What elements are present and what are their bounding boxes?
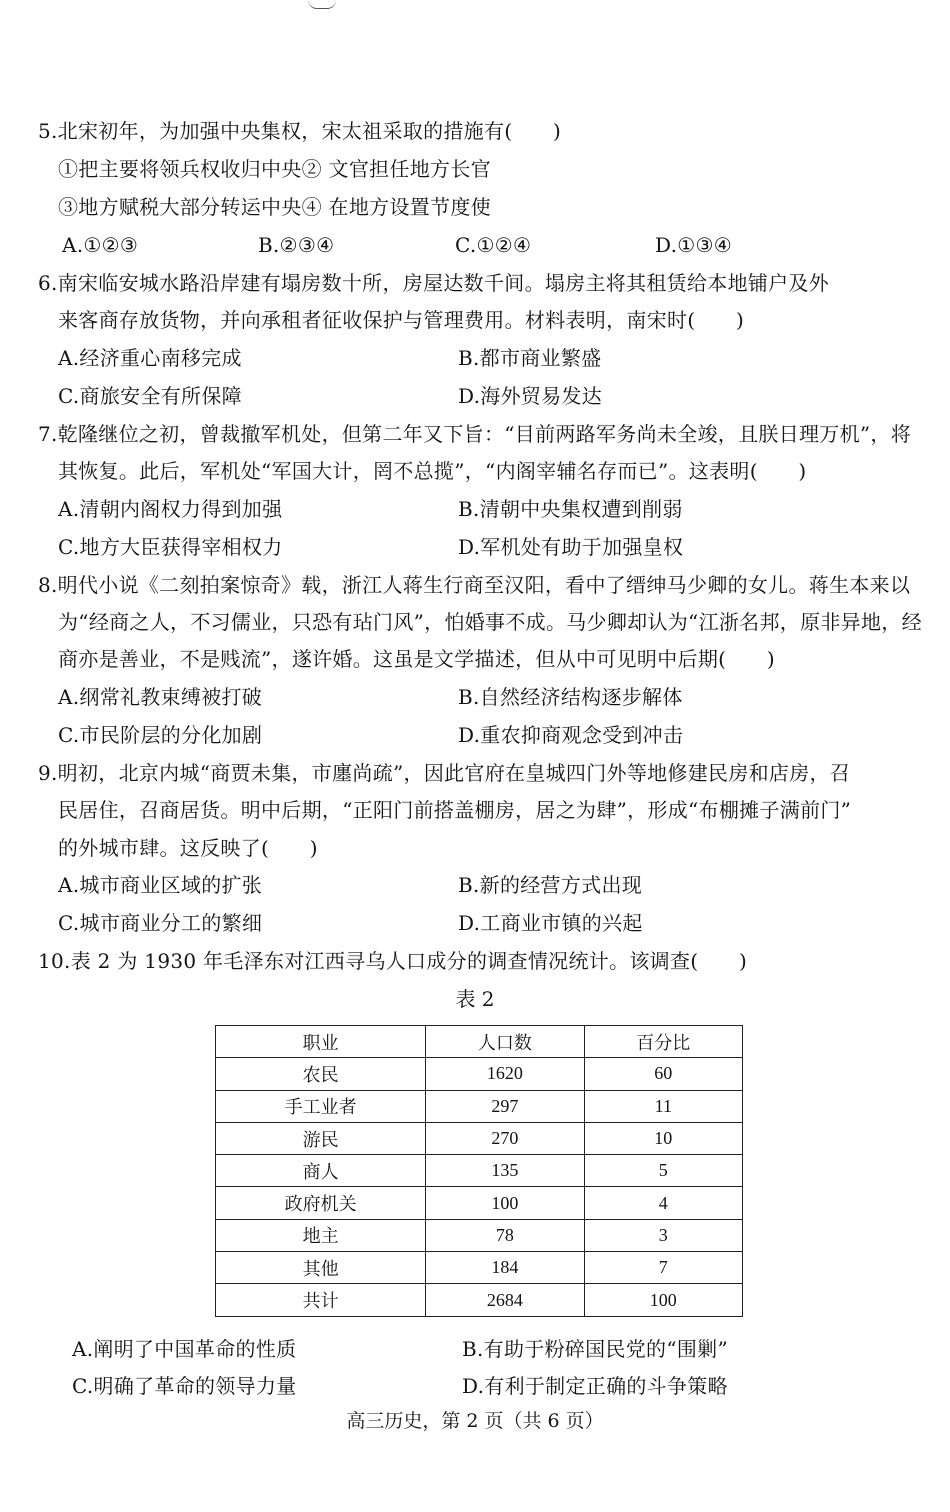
table-cell-percentage: 5 [584,1155,742,1187]
q9-option-b[interactable]: B.新的经营方式出现 [458,873,643,897]
q5-option-c[interactable]: C.①②④ [455,233,532,257]
table-cell-occupation: 手工业者 [216,1090,426,1122]
q8-stem-line-1: 8.明代小说《二刻拍案惊奇》载，浙江人蒋生行商至汉阳，看中了缙绅马少卿的女儿。蒋生本来以 [38,573,911,597]
table-row [216,1187,743,1219]
q7-option-d[interactable]: D.军机处有助于加强皇权 [458,535,684,559]
table-cell-occupation: 政府机关 [216,1187,426,1219]
q7-option-b[interactable]: B.清朝中央集权遭到削弱 [458,497,683,521]
table-header-cell: 百分比 [584,1026,742,1058]
q6-option-c[interactable]: C.商旅安全有所保障 [58,384,242,408]
q5-option-b[interactable]: B.②③④ [258,233,335,257]
q5-option-a[interactable]: A.①②③ [62,233,139,257]
table-row [216,1252,743,1284]
q9-stem-line-3: 的外城市肆。这反映了( ) [58,836,318,860]
table-row [216,1090,743,1122]
q6-option-a[interactable]: A.经济重心南移完成 [58,346,242,370]
q10-option-d[interactable]: D.有利于制定正确的斗争策略 [462,1374,728,1398]
table-row [216,1122,743,1154]
q10-option-c[interactable]: C.明确了革命的领导力量 [72,1374,297,1398]
table-row [216,1155,743,1187]
q10-stem: 10.表 2 为 1930 年毛泽东对江西寻乌人口成分的调查情况统计。该调查( ) [38,949,748,973]
q7-option-c[interactable]: C.地方大臣获得宰相权力 [58,535,283,559]
table-cell-population: 100 [426,1187,584,1219]
table-total-row [216,1284,743,1316]
table-cell-occupation: 其他 [216,1252,426,1284]
q10-option-a[interactable]: A.阐明了中国革命的性质 [72,1337,297,1361]
table-cell-occupation: 农民 [216,1058,426,1090]
q9-stem-line-2: 民居住，召商居货。明中后期，“正阳门前搭盖棚房，居之为肆”，形成“布棚摊子满前门” [58,798,852,822]
q7-stem-line-2: 其恢复。此后，军机处“军国大计，罔不总揽”，“内阁宰辅名存而已”。这表明( ) [58,459,807,483]
table-cell-percentage: 60 [584,1058,742,1090]
q5-stem: 5.北宋初年，为加强中央集权，宋太祖采取的措施有( ) [38,119,562,143]
table-cell-occupation: 游民 [216,1122,426,1154]
q8-option-d[interactable]: D.重农抑商观念受到冲击 [458,723,684,747]
table-cell-percentage: 7 [584,1252,742,1284]
table-row [216,1058,743,1090]
table-cell-percentage: 100 [584,1284,742,1316]
table-header-cell: 职业 [216,1026,426,1058]
table-cell-percentage: 10 [584,1122,742,1154]
q8-option-b[interactable]: B.自然经济结构逐步解体 [458,685,683,709]
table-caption: 表 2 [455,987,495,1011]
table-cell-population: 135 [426,1155,584,1187]
table-cell-occupation: 共计 [216,1284,426,1316]
table-header-cell: 人口数 [426,1026,584,1058]
q6-stem-line-2: 来客商存放货物，并向承租者征收保护与管理费用。材料表明，南宋时( ) [58,308,745,332]
table-cell-population: 184 [426,1252,584,1284]
q5-option-d[interactable]: D.①③④ [655,233,732,257]
q8-stem-line-2: 为“经商之人，不习儒业，只恐有玷门风”，怕婚事不成。马少卿却认为“江浙名邦，原非异地，经 [58,610,922,634]
page-top-mark [308,0,336,9]
q8-stem-line-3: 商亦是善业，不是贱流”，遂许婚。这虽是文学描述，但从中可见明中后期( ) [58,647,775,671]
table-cell-population: 270 [426,1122,584,1154]
table-cell-population: 297 [426,1090,584,1122]
table-header-row [216,1026,743,1058]
q8-option-a[interactable]: A.纲常礼教束缚被打破 [58,685,263,709]
table-cell-percentage: 3 [584,1219,742,1251]
q9-option-a[interactable]: A.城市商业区域的扩张 [58,873,263,897]
q6-option-d[interactable]: D.海外贸易发达 [458,384,603,408]
q5-statement-1: ①把主要将领兵权收归中央② 文官担任地方长官 [58,157,491,181]
q6-stem-line-1: 6.南宋临安城水路沿岸建有塌房数十所，房屋达数千间。塌房主将其租赁给本地铺户及外 [38,271,830,295]
table-cell-percentage: 11 [584,1090,742,1122]
q9-option-c[interactable]: C.城市商业分工的繁细 [58,911,263,935]
q5-statement-2: ③地方赋税大部分转运中央④ 在地方设置节度使 [58,195,491,219]
table-row [216,1219,743,1251]
q7-stem-line-1: 7.乾隆继位之初，曾裁撤军机处，但第二年又下旨：“目前两路军务尚未全竣，且朕日理万机”，将 [38,422,912,446]
q10-option-b[interactable]: B.有助于粉碎国民党的“围剿” [462,1337,729,1361]
table-cell-population: 2684 [426,1284,584,1316]
q7-option-a[interactable]: A.清朝内阁权力得到加强 [58,497,283,521]
table-cell-occupation: 地主 [216,1219,426,1251]
population-table [215,1025,743,1317]
table-cell-population: 1620 [426,1058,584,1090]
q6-option-b[interactable]: B.都市商业繁盛 [458,346,602,370]
page-footer: 高三历史，第 2 页（共 6 页） [346,1410,604,1432]
table-cell-percentage: 4 [584,1187,742,1219]
q9-stem-line-1: 9.明初，北京内城“商贾未集，市廛尚疏”，因此官府在皇城四门外等地修建民房和店房，召 [38,761,851,785]
table-cell-population: 78 [426,1219,584,1251]
q9-option-d[interactable]: D.工商业市镇的兴起 [458,911,643,935]
q8-option-c[interactable]: C.市民阶层的分化加剧 [58,723,263,747]
table-cell-occupation: 商人 [216,1155,426,1187]
